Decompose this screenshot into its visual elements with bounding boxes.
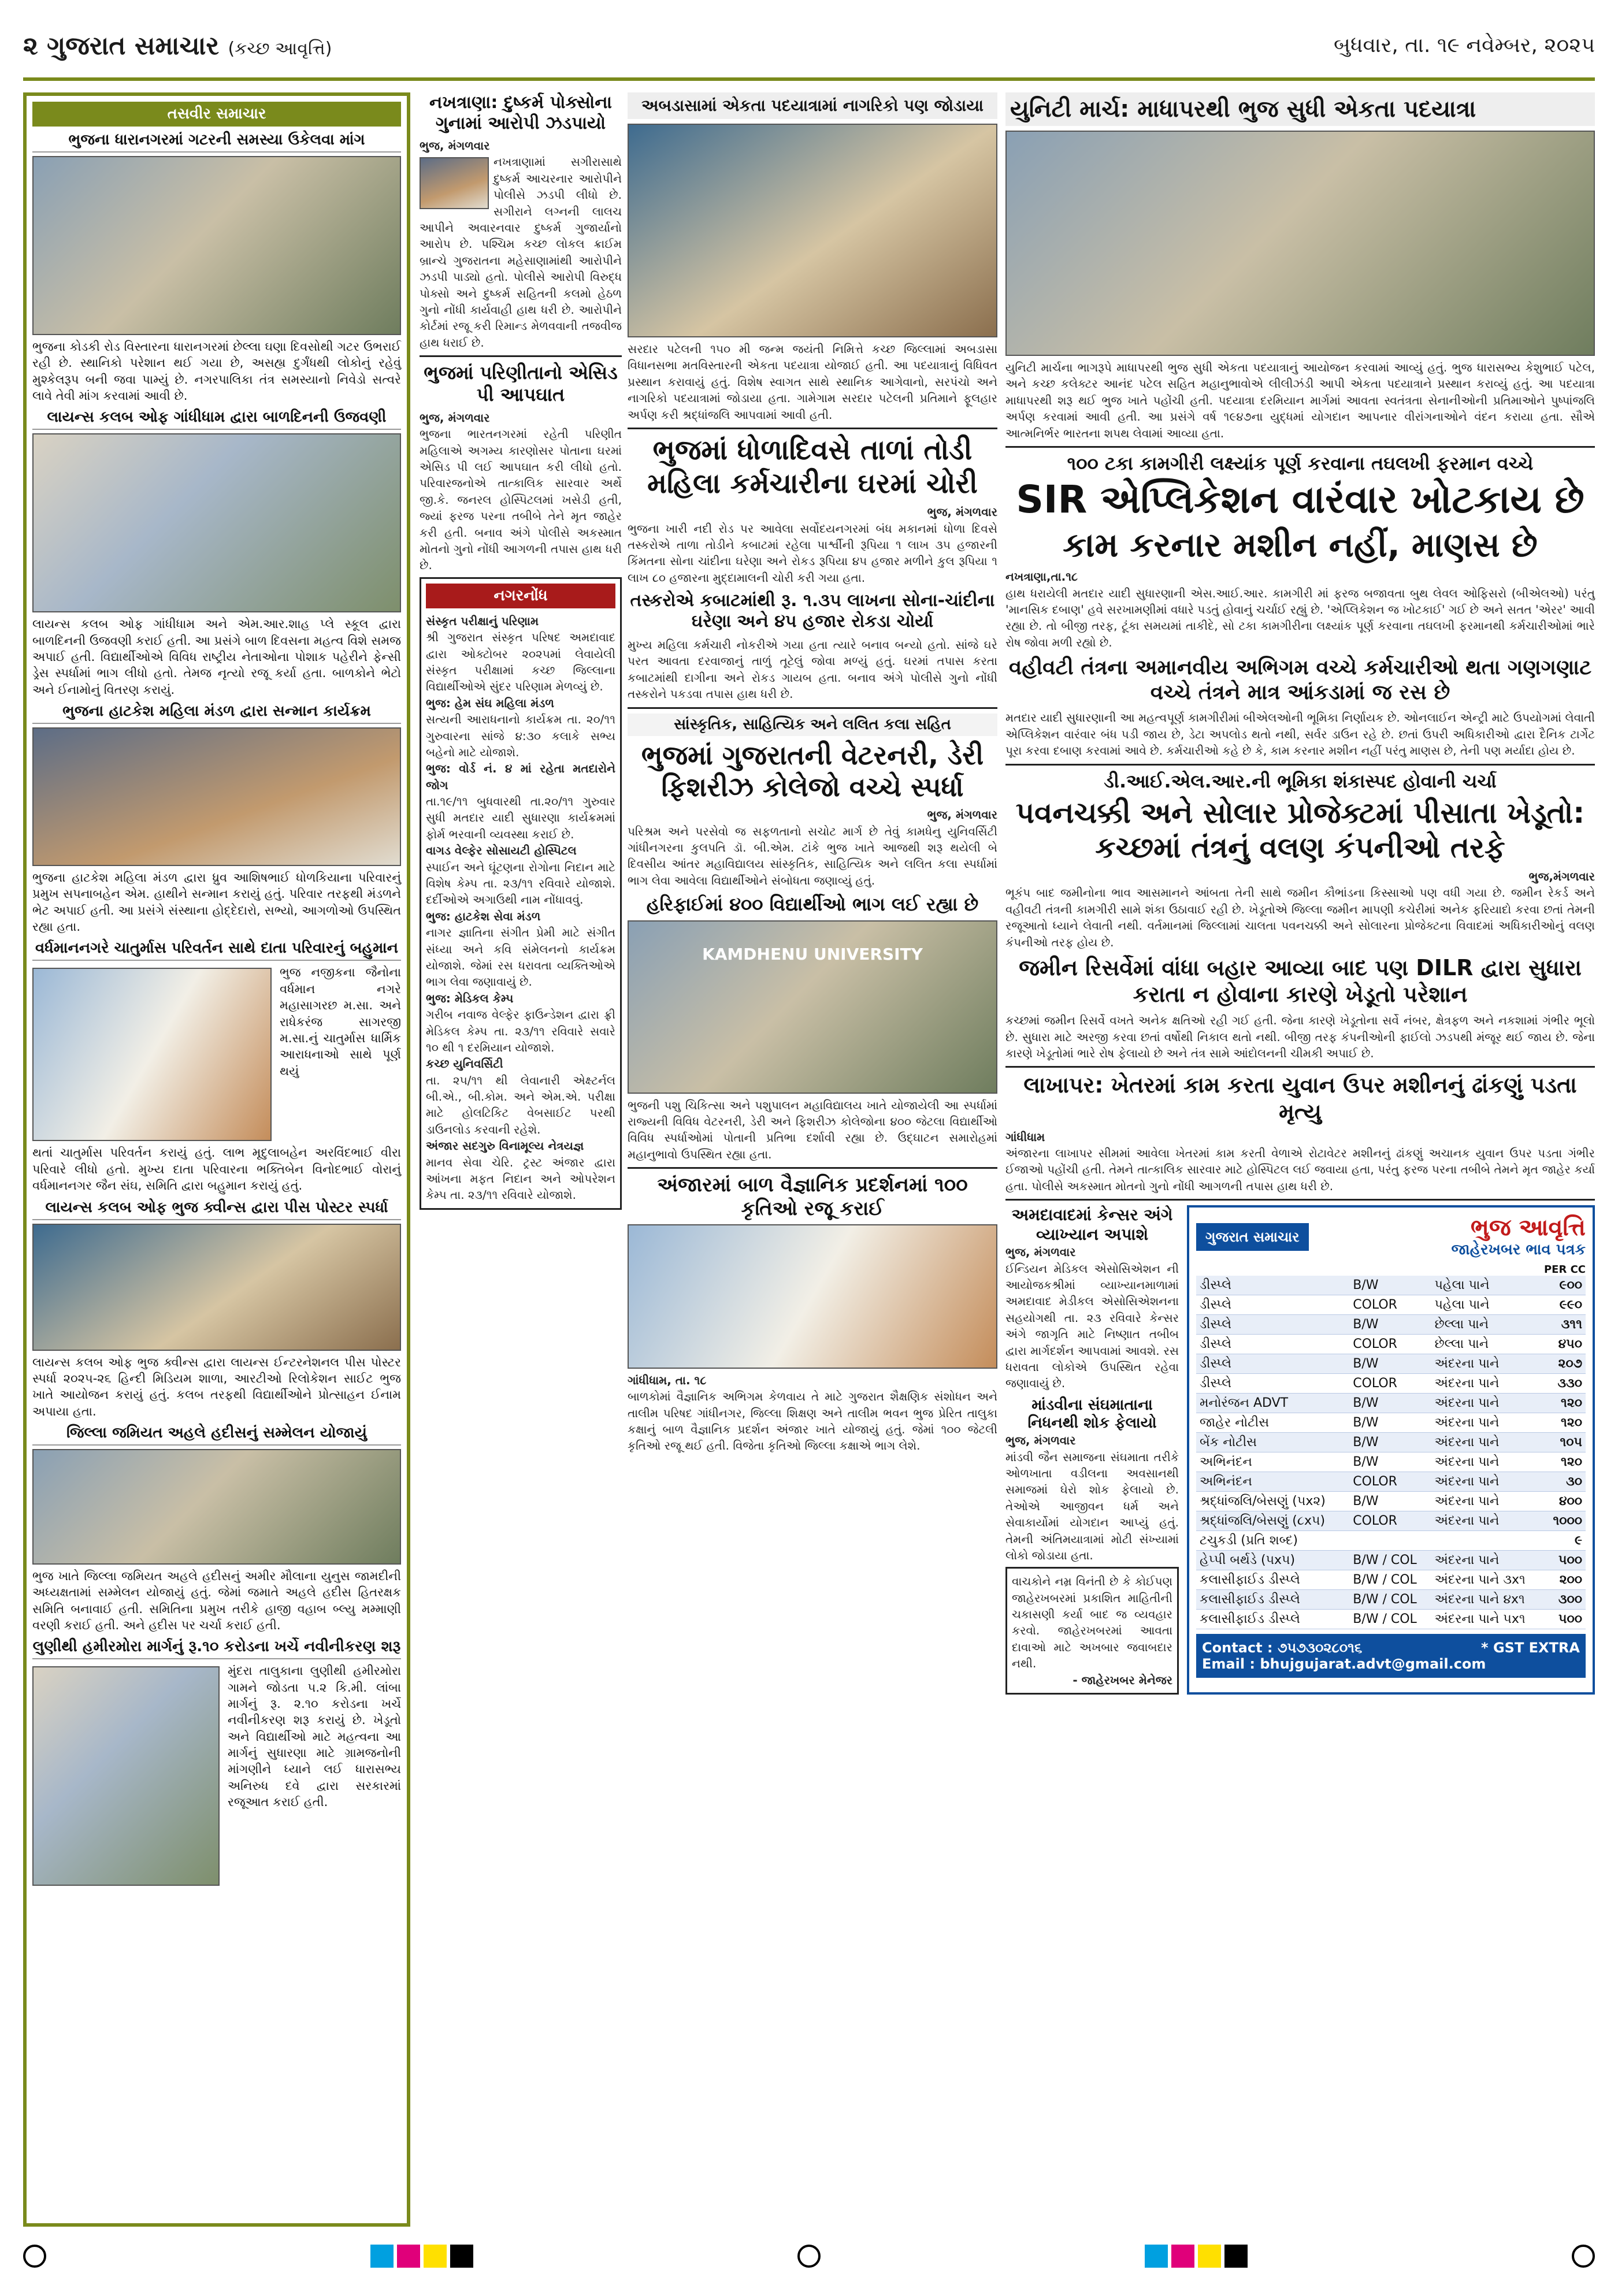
ad-rate-card	[1187, 1205, 1595, 1695]
registration-mark-icon	[1572, 2245, 1595, 2268]
kicker: ડી.આઈ.એલ.આર.ની ભૂમિકા શંકાસ્પદ હોવાની ચર્ચા	[1104, 770, 1497, 792]
item-title: લાયન્સ કલબ ઓફ ભુજ ક્વીન્સ દ્વારા પીસ પોસ્ટર સ્પર્ધા	[32, 1199, 401, 1220]
photo	[32, 1666, 220, 1886]
rate-row	[1196, 1511, 1586, 1531]
subheadline: વહીવટી તંત્રના અમાનવીય અભિગમ વચ્ચે કર્મચારીઓ થતા ગણગણાટ વચ્ચે તંત્રને માત્ર આંકડામાં જ રસ છે	[1008, 656, 1592, 705]
rate-mode: B/W / COL	[1349, 1590, 1431, 1610]
item-title: લાયન્સ કલબ ઓફ ગાંધીધામ દ્વારા બાળદિનની ઉજવણી	[32, 408, 401, 430]
rate-row	[1196, 1394, 1586, 1413]
magenta-chip	[1171, 2245, 1194, 2268]
dateline: ભુજ, મંગળવાર	[420, 410, 490, 425]
rate-mode: B/W	[1349, 1394, 1431, 1413]
cyan-chip	[1145, 2245, 1168, 2268]
rate-page: છેલ્લા પાને	[1431, 1335, 1544, 1354]
rate-type: ટચુકડી (પ્રતિ શબ્દ)	[1196, 1531, 1349, 1551]
color-chips	[1145, 2245, 1248, 2268]
rate-rate: ૨૦૭	[1544, 1354, 1586, 1374]
photo	[32, 727, 401, 866]
per-cc-label: PER CC	[1543, 1264, 1586, 1276]
rate-page: પહેલા પાને	[1431, 1276, 1544, 1295]
rate-page: અંદરના પાને	[1431, 1354, 1544, 1374]
headline: માંડવીના સંઘમાતાના નિધનથી શોક ફેલાયો	[1027, 1396, 1157, 1432]
edition-name: (કચ્છ આવૃત્તિ)	[228, 39, 332, 59]
story-body: ભુજના ભારતનગરમાં રહેતી પરિણીત મહિલાએ અગમ્ય કારણોસર પોતાના ઘરમાં એસિડ પી લઈ આપઘાત કરી લીધો હતો. પરિવારજનોએ તાત્કાલિક સારવાર અર્થે જી.કે. જનરલ હોસ્પિટલમાં ખસેડી હતી, જ્યાં ફરજ પરના તબીબે તેને મૃત જાહેર કરી હતી. બનાવ અંગે પોલીસે અકસ્માત મોતનો ગુનો નોંધી આગળની તપાસ હાથ ધરી છે.	[420, 427, 622, 573]
story-body: ભૂકંપ બાદ જમીનોના ભાવ આસમાનને આંબતા તેની સાથે જમીન કૌભાંડના કિસ્સાઓ પણ વધી ગયા છે. જમીન રેકર્ડ અને વહીવટી તંત્રની કામગીરી સામે શંકા ઉઠાવાઈ રહી છે. ખેડૂતોએ જિલ્લા જમીન માપણી કચેરીમાં અનેક ફરિયાદો કરવા છતાં તેમની રજૂઆતો ધ્યાને લેવાતી નથી. વર્તમાનમાં જિલ્લામાં ચાલતા પવનચક્કી અને સોલારના પ્રોજેક્ટના વિવાદમાં અધિકારીઓનું વલણ કંપનીઓ તરફ હોય છે.	[1005, 886, 1595, 949]
rate-rate: ૪૦૦	[1544, 1492, 1586, 1511]
masthead-brand	[23, 31, 332, 61]
item-title: ભુજના હાટકેશ મહિલા મંડળ દ્વારા સન્માન કાર્યક્રમ	[32, 703, 401, 724]
story-body: મુખ્ય મહિલા કર્મચારી નોકરીએ ગયા હતા ત્યારે બનાવ બન્યો હતો. સાંજે ઘરે પરત આવતા દરવાજાનું તાળું તૂટેલું જોવા મળ્યું હતું. ઘરમાં તપાસ કરતા કબાટમાંથી દાગીના અને રોકડ ગાયબ હતા. બનાવ અંગે પોલીસે ગુનો નોંધી તસ્કરોને પકડવા તપાસ હાથ ધરી છે.	[628, 638, 997, 701]
notice-sign: - જાહેરખબર મેનેજર	[1073, 1673, 1172, 1687]
photo-caption: ભુજના હાટકેશ મહિલા મંડળ દ્વારા ધ્રુવ આશિષભાઈ ધોળકિયાના પરિવારનું પ્રમુખ સપનાબહેન એમ. હાથીને સન્માન કરાયું હતું. પરિવાર તરફથી મંડળને ભેટ અપાઈ હતી. આ પ્રસંગે સંસ્થાના હોદ્દેદારો, સભ્યો, આગળોઓ ઉપસ્થિત રહ્યા હતા.	[32, 871, 401, 934]
rate-row	[1196, 1452, 1586, 1472]
ad-contact: Contact : ૭૫૭૩૦૨૮૦૧૬ * GST EXTRA Email : bhujgujarat.advt@gmail.com	[1196, 1634, 1586, 1678]
rate-page: અંદરના પાને	[1431, 1452, 1544, 1472]
photo-caption: લાયન્સ કલબ ઓફ ભુજ ક્વીન્સ દ્વારા લાયન્સ ઈન્ટરનેશનલ પીસ પોસ્ટર સ્પર્ધા ૨૦૨૫-૨૬ હિન્દી મિડિયમ શાળા, આરટીઓ રિલોકેશન સાઈટ ભુજ ખાતે આયોજન કરાયું હતું. કલબ તરફથી વિદ્યાર્થીઓને પ્રોત્સાહન ઈનામ અપાયા હતા.	[32, 1355, 401, 1418]
city-notes-box	[420, 577, 622, 1210]
rate-rate: ૧૨૦	[1544, 1394, 1586, 1413]
rate-mode	[1349, 1531, 1431, 1551]
rate-mode: B/W	[1349, 1433, 1431, 1452]
story-body: બાળકોમાં વૈજ્ઞાનિક અભિગમ કેળવાય તે માટે ગુજરાત શૈક્ષણિક સંશોધન અને તાલીમ પરિષદ ગાંધીનગર, જિલ્લા શિક્ષણ અને તાલીમ ભવન ભુજ પ્રેરિત તાલુકા કક્ષાનું બાળ વૈજ્ઞાનિક પ્રદર્શન અંજાર ખાતે યોજાયું હતું. જેમાં ૧૦૦ જેટલી કૃતિઓ રજૂ થઈ હતી. વિજેતા કૃતિઓ જિલ્લા કક્ષાએ ભાગ લેશે.	[628, 1390, 997, 1453]
rate-rate: ૧૦૦૦	[1544, 1511, 1586, 1531]
rate-rate: ૫૦૦	[1544, 1610, 1586, 1629]
photo-caption: ભુજ ખાતે જિલ્લા જમિયત અહલે હદીસનું અમીર મૌલાના યુનુસ જામદીની અધ્યક્ષતામાં સમ્મેલન યોજાયું હતું. જેમાં જમાતે અહલે હદીસ હિતરક્ષક સમિતિ બનાવાઈ હતી. સમિતિના પ્રમુખ તરીકે હાજી વહાબ બ્લ્યુ મમ્માણી વરણી કરાઈ હતી. અને હદીસ પર ચર્ચા કરાઈ હતી.	[32, 1569, 401, 1632]
rate-mode: B/W	[1349, 1413, 1431, 1433]
rate-row	[1196, 1472, 1586, 1492]
rate-type: ડીસ્પ્લે	[1196, 1295, 1349, 1315]
section-label: તસવીર સમાચાર	[32, 102, 401, 127]
rate-mode: B/W	[1349, 1354, 1431, 1374]
black-chip	[1224, 2245, 1248, 2268]
dateline: ભુજ, મંગળવાર	[927, 808, 997, 822]
rate-mode: B/W	[1349, 1452, 1431, 1472]
headline: ભુજમાં પરિણીતાનો એસિડ પી આપઘાત	[424, 362, 618, 406]
print-registration-bar	[23, 2242, 1595, 2271]
rate-type: બેંક નોટીસ	[1196, 1433, 1349, 1452]
rate-rate: ૧૨૦	[1544, 1452, 1586, 1472]
rate-row	[1196, 1374, 1586, 1394]
rate-rate: ૧૨૦	[1544, 1413, 1586, 1433]
subheadline: જમીન રિસર્વેમાં વાંધા બહાર આવ્યા બાદ પણ DILR દ્વારા સુધારા કરાતા ન હોવાના કારણે ખેડૂતો પરેશાન	[1019, 954, 1582, 1007]
yellow-chip	[424, 2245, 447, 2268]
photo-caption: થતાં ચાતુર્માસ પરિવર્તન કરાયું હતું. લાભ મૃદુલાબહેન અરવિંદભાઈ વીરા પરિવારે લીધો હતો. મુખ્ય દાતા પરિવારના ભક્તિબેન વિનોદભાઈ વોરાનું વર્ધમાનનગર જૈન સંઘ, સમિતિ દ્વારા બહુમાન કરાયું હતું.	[32, 1146, 401, 1193]
magenta-chip	[397, 2245, 420, 2268]
rate-row	[1196, 1570, 1586, 1590]
headline: SIR એપ્લિકેશન વારંવાર ખોટકાય છે	[1016, 477, 1584, 522]
news-column-2	[420, 92, 622, 2227]
rate-mode: COLOR	[1349, 1374, 1431, 1394]
photo-caption: લાયન્સ કલબ ઓફ ગાંધીધામ અને એમ.આર.શાહ પ્લે સ્કૂલ દ્વારા બાળદિનની ઉજવણી કરાઈ હતી. આ પ્રસંગે બાળ દિવસના મહત્વ વિશે સમજ અપાઈ હતી. વિદ્યાર્થીઓએ વિવિધ રાષ્ટ્રીય નેતાઓના પોશાક પહેરીને ફેન્સી ડ્રેસ સ્પર્ધામાં ભાગ લીધો હતો. તેમજ નૃત્યો રજૂ કર્યા હતા. બાળકોને ભેટો અને ઈનામોનું વિતરણ કરાયું.	[32, 617, 401, 697]
news-column-3	[628, 92, 997, 2227]
contact-phone: ૭૫૭૩૦૨૮૦૧૬	[1277, 1640, 1363, 1656]
headline: અંજારમાં બાળ વૈજ્ઞાનિક પ્રદર્શનમાં ૧૦૦ કૃતિઓ રજૂ કરાઈ	[657, 1173, 968, 1220]
rate-page: અંદરના પાને	[1431, 1433, 1544, 1452]
rate-row	[1196, 1492, 1586, 1511]
rate-page: અંદરના પાને	[1431, 1472, 1544, 1492]
rate-rate: ૪૫૦	[1544, 1335, 1586, 1354]
rate-mode: B/W / COL	[1349, 1610, 1431, 1629]
item-title: લુણીથી હમીરમોરા માર્ગનું રૂ.૧૦ કરોડના ખર્ચે નવીનીકરણ શરૂ	[32, 1638, 401, 1659]
rate-type: ડીસ્પ્લે	[1196, 1354, 1349, 1374]
story-body: કચ્છમાં જમીન રિસર્વે વખતે અનેક ક્ષતિઓ રહી ગઈ હતી. જેના કારણે ખેડૂતોના સર્વે નંબર, ક્ષેત્રફળ અને નકશામાં ગંભીર ભૂલો છે. સુધારા માટે અરજી કરવા છતાં વર્ષોથી નિકાલ થતો નથી. બીજી તરફ કંપનીઓની ફાઈલો ઝડપથી મંજૂર થઈ જાય છે. જેના કારણે ખેડૂતોમાં ભારે રોષ ફેલાયો છે અને તંત્ર સામે આંદોલનની ચીમકી અપાઈ છે.	[1005, 1013, 1595, 1060]
headline: લાખાપર: ખેતરમાં કામ કરતા યુવાન ઉપર મશીનનું ઢાંકણું પડતા મૃત્યુ	[1023, 1072, 1577, 1124]
contact-email[interactable]: bhujgujarat.advt@gmail.com	[1260, 1656, 1486, 1673]
rate-row	[1196, 1295, 1586, 1315]
rate-type: ડીસ્પ્લે	[1196, 1374, 1349, 1394]
cyan-chip	[370, 2245, 394, 2268]
rate-row	[1196, 1276, 1586, 1295]
rate-rate: ૫૦૦	[1544, 1551, 1586, 1570]
stage-banner-text: KAMDHENU UNIVERSITY	[702, 944, 923, 964]
rate-mode: COLOR	[1349, 1472, 1431, 1492]
photo-news-column	[23, 92, 410, 2227]
rate-type: હેપ્પી બર્થડે (૫x૫)	[1196, 1551, 1349, 1570]
story-body: નખત્રાણામાં સગીરાસાથે દુષ્કર્મ આચરનાર આરોપીને પોલીસે ઝડપી લીધો છે. સગીરાને લગ્નની લાલચ આપીને અવારનવાર દુષ્કર્મ ગુજાર્યાનો આરોપ છે. પશ્ચિમ કચ્છ લોકલ ક્રાઈમ બ્રાન્ચે ગુજરાતના મહેસાણામાંથી આરોપીને ઝડપી પાડ્યો હતો. પોલીસે આરોપી વિરુદ્ધ પોક્સો અને દુષ્કર્મ સહિતની કલમો હેઠળ ગુનો નોંધી કાર્યવાહી હાથ ધરી છે. આરોપીને કોર્ટમાં રજૂ કરી રિમાન્ડ મેળવવાની તજવીજ હાથ ધરાઈ છે.	[420, 155, 622, 350]
photo	[32, 1224, 401, 1351]
rate-rate: ૧૦૫	[1544, 1433, 1586, 1452]
photo	[420, 157, 489, 209]
note: ભુજ: મેડિકલ કેમ્પ ગરીબ નવાજ વેલ્ફેર ફાઉન્ડેશન દ્વારા ફ્રી મેડિકલ કેમ્પ તા. ૨૩/૧૧ રવિવારે સવારે ૧૦ થી ૧ દરમિયાન યોજાશે.	[426, 991, 615, 1054]
note: વાગડ વેલ્ફેર સોસાયટી હોસ્પિટલ સ્પાઈન અને ઘૂંટણના રોગોના નિદાન માટે વિશેષ કેમ્પ તા. ૨૩/૧૧ રવિવારે યોજાશે. દર્દીઓએ અગાઉથી નામ નોંધાવવું.	[426, 844, 615, 907]
photo-caption: સરદાર પટેલની ૧૫૦ મી જન્મ જયંતી નિમિત્તે કચ્છ જિલ્લામાં અબડાસા વિધાનસભા મતવિસ્તારની એકતા પદયાત્રા યોજાઈ હતી. આ પદયાત્રાનું વિધિવત પ્રસ્થાન કરાવાયું હતું. વિશેષ સ્વાગત સાથે સ્થાનિક આગેવાનો, સરપંચો અને નાગરિકો પદયાત્રામાં જોડાયા હતા. ગામેગામ સરદાર પટેલની પ્રતિમાને ફૂલહાર અર્પણ કરી શ્રદ્ધાંજલિ આપવામાં આવી હતી.	[628, 342, 997, 422]
headline: નખત્રાણા: દુષ્કર્મ પોક્સોના ગુનામાં આરોપી ઝડપાયો	[429, 92, 612, 133]
dateline: ભુજ, મંગળવાર	[927, 505, 997, 519]
rate-type: શ્રદ્ધાંજલિ/બેસણું (૮x૫)	[1196, 1511, 1349, 1531]
registration-mark-icon	[797, 2245, 821, 2268]
rate-row	[1196, 1433, 1586, 1452]
photo	[32, 968, 272, 1141]
rate-type: શ્રદ્ધાંજલિ/બેસણું (૫x૨)	[1196, 1492, 1349, 1511]
rate-row	[1196, 1354, 1586, 1374]
rate-rate: ૩૩૦	[1544, 1374, 1586, 1394]
item-title: વર્ધમાનનગરે ચાતુર્માસ પરિવર્તન સાથે દાતા પરિવારનું બહુમાન	[32, 939, 401, 961]
photo	[628, 124, 997, 337]
rate-type: કલાસીફાઈડ ડીસ્પ્લે	[1196, 1610, 1349, 1629]
rate-table	[1196, 1276, 1586, 1629]
news-column-4	[1005, 92, 1595, 2227]
item-title: ભુજના ધારાનગરમાં ગટરની સમસ્યા ઉકેલવા માંગ	[32, 131, 401, 153]
rate-rate: ૩૧૧	[1544, 1315, 1586, 1335]
rate-mode: B/W	[1349, 1492, 1431, 1511]
rate-row	[1196, 1315, 1586, 1335]
notice-text: વાચકોને નમ્ર વિનંતી છે કે કોઈપણ જાહેરખબરમાં પ્રકાશિત માહિતીની ચકાસણી કર્યા બાદ જ વ્યવહાર કરવો. જાહેરખબરમાં આવતા દાવાઓ માટે અખબાર જવાબદાર નથી.	[1012, 1574, 1172, 1671]
story-body: માંડવી જૈન સમાજના સંઘમાતા તરીકે ઓળખાતા વડીલના અવસાનથી સમાજમાં ઘેરો શોક ફેલાયો છે. તેઓએ આજીવન ધર્મ અને સેવાકાર્યોમાં યોગદાન આપ્યું હતું. તેમની અંતિમયાત્રામાં મોટી સંખ્યામાં લોકો જોડાયા હતા.	[1005, 1450, 1179, 1562]
rate-row	[1196, 1335, 1586, 1354]
rate-mode: COLOR	[1349, 1295, 1431, 1315]
headline: અમદાવાદમાં કેન્સર અંગે વ્યાખ્યાન અપાશે	[1011, 1205, 1173, 1244]
rate-row	[1196, 1551, 1586, 1570]
note: ભુજ: હાટકેશ સેવા મંડળ નાગર જ્ઞાતિના સંગીત પ્રેમી માટે સંગીત સંધ્યા અને કવિ સંમેલનનો કાર્યક્રમ યોજાશે. જેમાં રસ ધરાવતા વ્યક્તિઓએ ભાગ લેવા જણાવાયું છે.	[426, 909, 615, 989]
rate-page: અંદરના પાને	[1431, 1492, 1544, 1511]
rate-rate: ૯૯૦	[1544, 1295, 1586, 1315]
rate-rate: ૩૦	[1544, 1472, 1586, 1492]
rate-type: ડીસ્પ્લે	[1196, 1335, 1349, 1354]
story-body: અંજારના લાખાપર સીમમાં આવેલા ખેતરમાં કામ કરતી વેળાએ રોટાવેટર મશીનનું ઢાંકણું અચાનક યુવાન ઉપર પડતા ગંભીર ઈજાઓ પહોંચી હતી. તેમને તાત્કાલિક સારવાર માટે હોસ્પિટલ લઈ જવાયા હતા, પરંતુ ફરજ પરના તબીબે તેમને મૃત જાહેર કર્યા હતા. પોલીસે અકસ્માત મોતનો ગુનો નોંધી આગળની તપાસ હાથ ધરી છે.	[1005, 1146, 1595, 1193]
rate-row	[1196, 1531, 1586, 1551]
rate-type: કલાસીફાઈડ ડીસ્પ્લે	[1196, 1590, 1349, 1610]
rate-page: અંદરના પાને	[1431, 1551, 1544, 1570]
story-body: ભુજના ખારી નદી રોડ પર આવેલા સર્વોદયનગરમાં બંધ મકાનમાં ધોળા દિવસે તસ્કરોએ તાળા તોડીને કબાટમાં રહેલા પાર્શ્વીની રૂપિયા ૧ લાખ ૩૫ હજારની કિંમતના સોના ચાંદીના ઘરેણા અને રોકડ રૂપિયા ૪૫ હજાર મળીને કુલ રૂપિયા ૧ લાખ ૮૦ હજારના મુદ્દામાલની ચોરી કરી ગયા હતા.	[628, 521, 997, 585]
side-text: મુંદરા તાલુકાના લુણીથી હમીરમોરા ગામને જોડતા ૫.૨ કિ.મી. લાંબા માર્ગનું રૂ. ૨.૧૦ કરોડના ખર્ચે નવીનીકરણ શરૂ કરાયું છે. ખેડૂતો અને વિદ્યાર્થીઓ માટે મહત્વના આ માર્ગનું સુધારણા માટે ગ્રામજનોની માંગણીને ધ્યાને લઈ ધારાસભ્ય અનિરુધ દવે દ્વારા સરકારમાં રજૂઆત કરાઈ હતી.	[228, 1664, 401, 1809]
note: ભુજ: વોર્ડ નં. ૪ માં રહેતા મતદારોને જોગ તા.૧૯/૧૧ બુધવારથી તા.૨૦/૧૧ ગુરુવાર સુધી મતદાર યાદી સુધારણા કાર્યક્રમમાં ફોર્મ ભરવાની વ્યવસ્થા કરાઈ છે.	[426, 761, 615, 841]
rate-type: અભિનંદન	[1196, 1472, 1349, 1492]
headline-line-2: કામ કરનાર મશીન નહીં, માણસ છે	[1063, 525, 1538, 564]
rate-rate: ૩૦૦	[1544, 1590, 1586, 1610]
rate-page	[1431, 1531, 1544, 1551]
rate-type: અભિનંદન	[1196, 1452, 1349, 1472]
rate-rate: ૯૦૦	[1544, 1276, 1586, 1295]
kicker: ૧૦૦ ટકા કામગીરી લક્ષ્યાંક પૂર્ણ કરવાના તઘલખી ફરમાન વચ્ચે	[1067, 452, 1534, 474]
story-body: હાથ ધરાયેલી મતદાર યાદી સુધારણાની એસ.આઈ.આર. કામગીરી માં ફરજ બજાવતા બુથ લેવલ ઓફિસરો (બીએલઓ) પરંતુ 'માનસિક દબાણ' હવે સરખામણીમાં વધારે પડતું હોવાનું ચર્ચાઈ રહ્યું છે. 'એપ્લિકેશન જ ખોટકાઈ' ગઈ છે અને સતત 'એરર' આવી રહ્યા છે. તો બીજી તરફ, ટૂંકા સમયમાં તાકીદે, સો ટકા કામગીરીના લક્ષ્યાંક પૂર્ણ કરવાના તઘલખી ફરમાનથી કર્મચારીઓમાં ભારે રોષ જોવા મળી રહ્યો છે.	[1005, 586, 1595, 649]
ad-logo: ગુજરાત સમાચાર	[1196, 1223, 1309, 1251]
city-notes-label: નગરનોંધ	[426, 584, 615, 608]
rate-type: મનોરંજન ADVT	[1196, 1394, 1349, 1413]
rate-mode: B/W / COL	[1349, 1570, 1431, 1590]
dateline: ગાંધીધામ	[1005, 1130, 1045, 1144]
subheadline: હરિફાઈમાં ૪૦૦ વિદ્યાર્થીઓ ભાગ લઈ રહ્યા છે	[646, 893, 979, 916]
note: કચ્છ યુનિવર્સિટી તા. ૨૫/૧૧ થી લેવાનારી એક્ષ્ટર્નલ બી.એ., બી.કોમ. અને એમ.એ. પરીક્ષા માટે હોલટિકિટ વેબસાઈટ પરથી ડાઉનલોડ કરવાની રહેશે.	[426, 1057, 615, 1136]
headline: પવનચક્કી અને સોલાર પ્રોજેક્ટમાં પીસાતા ખેડૂતો: કચ્છમાં તંત્રનું વલણ કંપનીઓ તરફે	[1015, 796, 1585, 865]
rate-page: અંદરના પાને	[1431, 1374, 1544, 1394]
rate-mode: B/W / COL	[1349, 1551, 1431, 1570]
rate-page: અંદરના પાને ૫x૧	[1431, 1610, 1544, 1629]
rate-mode: COLOR	[1349, 1511, 1431, 1531]
yellow-chip	[1198, 2245, 1221, 2268]
story-body: ઈન્ડિયન મેડિકલ એસોસિએશન ની આયોજકશ્રીમાં વ્યાખ્યાનમાળામાં અમદાવાદ મેડીકલ એસોસિએશનના સહયોગથી તા. ૨૩ રવિવારે કેન્સર અંગે જાગૃતિ માટે નિષ્ણાત તબીબ દ્વારા માર્ગદર્શન આપવામાં આવશે. રસ ધરાવતા લોકોએ ઉપસ્થિત રહેવા જણાવાયું છે.	[1005, 1261, 1179, 1391]
reader-notice	[1005, 1567, 1179, 1695]
dateline: નખત્રાણા,તા.૧૮	[1005, 570, 1078, 584]
rate-row	[1196, 1610, 1586, 1629]
rate-rate: ૯	[1544, 1531, 1586, 1551]
paper-name: ગુજરાત સમાચાર	[47, 31, 220, 61]
rate-page: અંદરના પાને	[1431, 1394, 1544, 1413]
ad-subtitle: જાહેરખબર ભાવ પત્રક	[1451, 1241, 1586, 1259]
headline: ભુજમાં ધોળાદિવસે તાળાં તોડી મહિલા કર્મચારીના ઘરમાં ચોરી	[647, 433, 978, 500]
headline: અબડાસામાં એકતા પદયાત્રામાં નાગરિકો પણ જોડાયા	[628, 92, 997, 119]
rate-row	[1196, 1590, 1586, 1610]
photo-caption: યુનિટી માર્ચના ભાગરૂપે માધાપરથી ભુજ સુધી એકતા પદયાત્રાનું આયોજન કરવામાં આવ્યું હતું. ભુજ ધારાસભ્ય કેશુભાઈ પટેલ, અને કચ્છ કલેક્ટર આનંદ પટેલ સહિત મહાનુભાવોએ લીલીઝંડી આપી એકતા પદયાત્રાને પ્રસ્થાન કરાવ્યું હતું. આ પદયાત્રા માધાપરથી શરૂ થઈ ભુજ ખાતે પહોંચી હતી. પદયાત્રા દરમિયાન માર્ગમાં આવતા સ્વતંત્રતા સેનાનીઓની પ્રતિમાઓને પુષ્પાંજલિ અર્પણ કરવામાં આવી હતી. આ પ્રસંગે વર્ષ ૧૯૪૭ના યુદ્ધમાં યોગદાન આપનાર વીરાંગનાઓને વંદન કરાયા હતા. સૌએ આત્મનિર્ભર ભારતના શપથ લેવામાં આવ્યા હતા.	[1005, 361, 1595, 440]
note: સંસ્કૃત પરીક્ષાનું પરિણામ શ્રી ગુજરાત સંસ્કૃત પરિષદ અમદાવાદ દ્વારા ઓક્ટોબર ૨૦૨૫માં લેવાયેલી સંસ્કૃત પરીક્ષામાં કચ્છ જિલ્લાના વિદ્યાર્થીઓએ સુંદર પરિણામ મેળવ્યું છે.	[426, 614, 615, 694]
rate-mode: B/W	[1349, 1315, 1431, 1335]
dateline: ભુજ,મંગળવાર	[1528, 870, 1595, 884]
section-tag: સાંસ્કૃતિક, સાહિત્યિક અને લલિત કલા સહિત	[628, 714, 997, 736]
registration-mark-icon	[23, 2245, 46, 2268]
rate-row	[1196, 1413, 1586, 1433]
rate-rate: ૨૦૦	[1544, 1570, 1586, 1590]
rate-mode: COLOR	[1349, 1335, 1431, 1354]
photo	[32, 156, 401, 335]
photo	[1005, 131, 1595, 356]
rate-page: અંદરના પાને ૪x૧	[1431, 1590, 1544, 1610]
ad-edition: ભુજ આવૃત્તિ	[1470, 1214, 1586, 1242]
dateline: ગાંધીધામ, તા. ૧૮	[628, 1373, 707, 1387]
rate-page: પહેલા પાને	[1431, 1295, 1544, 1315]
note: અંજાર સદગુરુ વિનામૂલ્ય નેત્રયજ્ઞ માનવ સેવા ચેરિ. ટ્રસ્ટ અંજાર દ્વારા આંખના મફત નિદાન અને ઓપરેશન કેમ્પ તા. ૨૩/૧૧ રવિવારે યોજાશે.	[426, 1139, 615, 1202]
photo	[628, 1224, 997, 1369]
color-chips	[370, 2245, 473, 2268]
dateline: ભુજ, મંગળવાર	[1005, 1433, 1076, 1448]
story-body: ભુજની પશુ ચિકિત્સા અને પશુપાલન મહાવિદ્યાલય ખાતે યોજાયેલી આ સ્પર્ધામાં રાજ્યની વિવિધ વેટરનરી, ડેરી અને ફિશરીઝ કોલેજોના ૪૦૦ જેટલા વિદ્યાર્થીઓ વિવિધ સ્પર્ધાઓમાં પોતાની પ્રતિભા દર્શાવી રહ્યા છે. ઉદ્ઘાટન સમારોહમાં મહાનુભાવો ઉપસ્થિત રહ્યા હતા.	[628, 1098, 997, 1161]
dateline: ભુજ, મંગળવાર	[420, 139, 490, 153]
rate-page: અંદરના પાને	[1431, 1413, 1544, 1433]
photo	[32, 1449, 401, 1565]
left-briefs	[1005, 1205, 1179, 1695]
headline: ભુજમાં ગુજરાતની વેટરનરી, ડેરી ફિશરીઝ કોલેજો વચ્ચે સ્પર્ધા	[641, 739, 984, 803]
issue-date: બુધવાર, તા. ૧૯ નવેમ્બર, ૨૦૨૫	[1334, 34, 1595, 57]
story-body: પરિશ્રમ અને પરસેવો જ સફળતાનો સચોટ માર્ગ છે તેવું કામધેનુ યુનિવર્સિટી ગાંધીનગરના કુલપતિ ડૉ. બી.એમ. ટાંકે ભુજ ખાતે આજથી શરૂ થયેલી બે દિવસીય આંતર મહાવિદ્યાલય સાંસ્કૃતિક, સાહિત્યિક અને લલિત કલા સ્પર્ધામાં ભાગ લેવા આવેલા વિદ્યાર્થીઓને સંબોધતા જણાવ્યું હતું.	[628, 824, 997, 887]
dateline: ભુજ, મંગળવાર	[1005, 1245, 1076, 1260]
photo-caption: ભુજના કોડકી રોડ વિસ્તારના ધારાનગરમાં છેલ્લા ઘણા દિવસોથી ગટર ઉભરાઈ રહી છે. સ્થાનિકો પરેશાન થઈ ગયા છે, અસહ્ય દુર્ગંધથી લોકોનું રહેવું મુશ્કેલરૂપ બની જવા પામ્યું છે. નગરપાલિકા તંત્ર સમસ્યાનો નિવેડો સત્વરે લાવે તેવી માંગ કરવામાં આવી છે.	[32, 340, 401, 403]
rate-type: જાહેર નોટીસ	[1196, 1413, 1349, 1433]
gst-note: * GST EXTRA	[1481, 1640, 1580, 1656]
rate-type: કલાસીફાઈડ ડીસ્પ્લે	[1196, 1570, 1349, 1590]
rate-page: છેલ્લા પાને	[1431, 1315, 1544, 1335]
headline: યુનિટી માર્ચ: માધાપરથી ભુજ સુધી એકતા પદયાત્રા	[1005, 92, 1595, 126]
page-number: ૨	[23, 31, 38, 61]
rate-page: અંદરના પાને ૩x૧	[1431, 1570, 1544, 1590]
rate-type: ડીસ્પ્લે	[1196, 1276, 1349, 1295]
rate-page: અંદરના પાને	[1431, 1511, 1544, 1531]
photo	[628, 920, 997, 1094]
photo	[32, 433, 401, 612]
item-title: જિલ્લા જમિયત અહલે હદીસનું સમ્મેલન યોજાયું	[32, 1424, 401, 1446]
story-body: મતદાર યાદી સુધારણાની આ મહત્વપૂર્ણ કામગીરીમાં બીએલઓની ભૂમિકા નિર્ણાયક છે. ઓનલાઈન એન્ટ્રી માટે ઉપયોગમાં લેવાતી એપ્લિકેશન વારંવાર બંધ પડી જાય છે, ડેટા અપલોડ થતો નથી, સર્વર ડાઉન રહે છે. છતાં ઉપરી અધિકારીઓ દ્વારા દૈનિક ટાર્ગેટ પૂરા કરવા દબાણ કરવામાં આવે છે. કર્મચારીઓ કહે છે કે, કામ કરનાર મશીન નહીં પરંતુ માણસ છે, તેની પણ મર્યાદા હોય છે.	[1005, 711, 1595, 758]
rate-type: ડીસ્પ્લે	[1196, 1315, 1349, 1335]
masthead	[23, 23, 1595, 81]
rate-mode: B/W	[1349, 1276, 1431, 1295]
side-text: ભુજ નજીકના જૈનોના વર્ધમાન નગરે મહાસાગરછ મ.સા. અને રાધેકરંજ સાગરજી મ.સા.નું ચાતુર્માસ ધાર્મિક આરાધનાઓ સાથે પૂર્ણ થયું	[280, 965, 401, 1078]
note: ભુજ: હેમ સંઘ મહિલા મંડળ સત્યની આરાધનાનો કાર્યક્રમ તા. ૨૦/૧૧ ગુરુવારના સાંજે ૪:૩૦ કલાકે સભ્ય બહેનો માટે યોજાશે.	[426, 696, 615, 759]
subheadline: તસ્કરોએ કબાટમાંથી રૂ. ૧.૩૫ લાખના સોના-ચાંદીના ઘરેણા અને ૪૫ હજાર રોકડા ચોર્યા	[630, 590, 995, 632]
black-chip	[450, 2245, 473, 2268]
